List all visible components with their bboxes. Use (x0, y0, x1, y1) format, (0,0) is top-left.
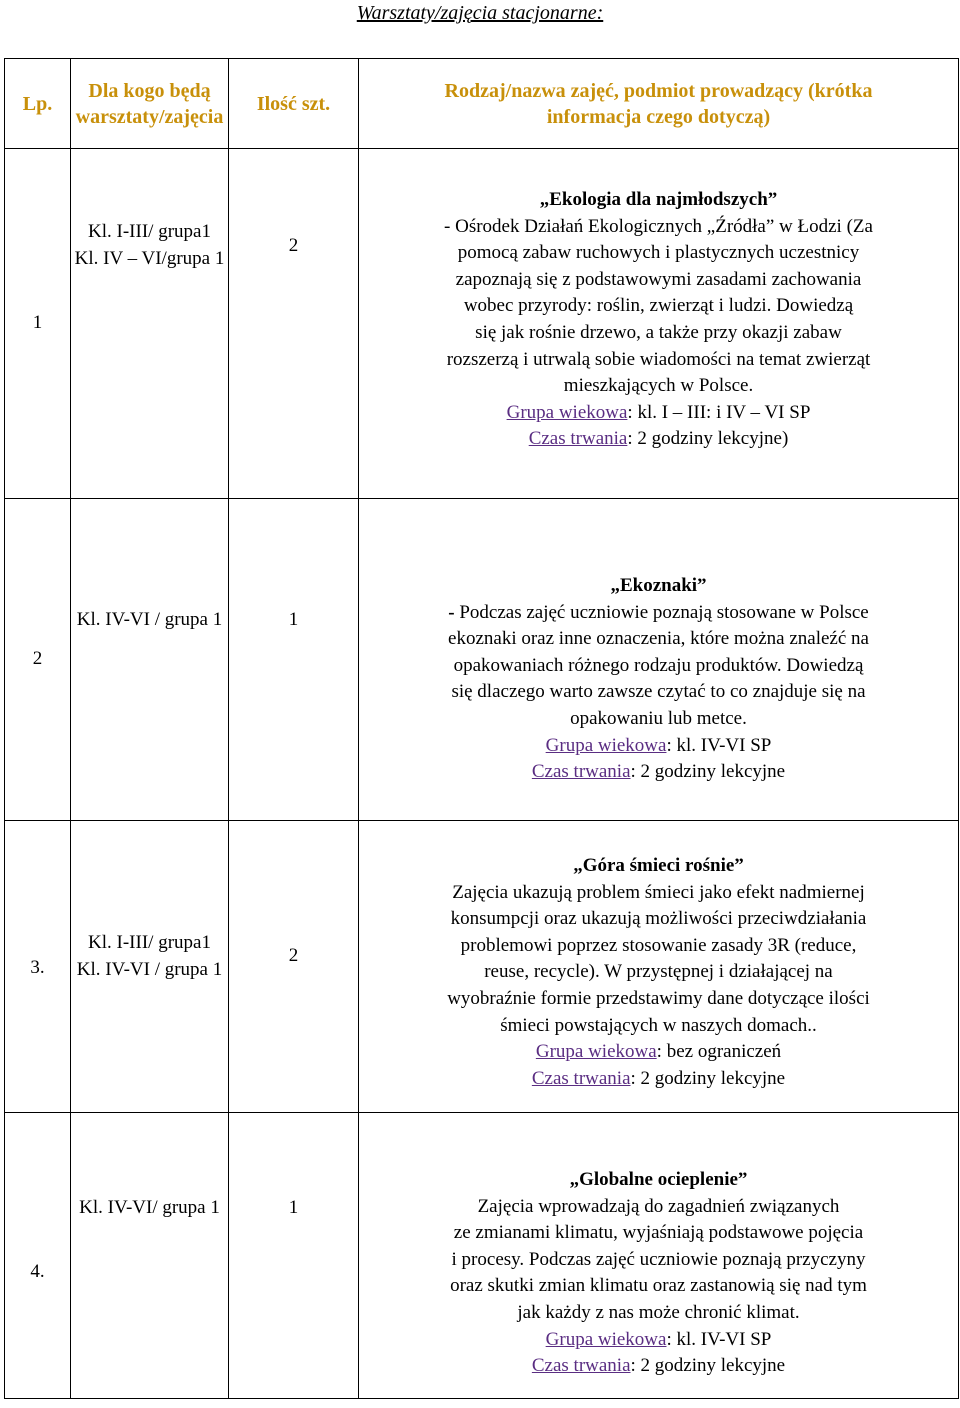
row-who-line: Kl. IV-VI / grupa 1 (76, 609, 223, 630)
row-qty-value: 2 (288, 945, 299, 966)
header-who-line1: Dla kogo będą (88, 79, 211, 102)
row-desc-line: problemowi poprzez stosowanie zasady 3R (reduce, (460, 934, 857, 956)
row-desc-line: wobec przyrody: roślin, zwierząt i ludzi. Dowiedzą (463, 295, 854, 317)
row-who (71, 499, 229, 821)
time-label: Czas trwania (528, 428, 628, 450)
page-title: Warsztaty/zajęcia stacjonarne: (356, 2, 604, 24)
row-desc-line: śmieci powstających w naszych domach.. (500, 1014, 817, 1036)
table-row (5, 149, 959, 499)
age-label: Grupa wiekowa (506, 401, 628, 423)
row-desc-line: Zajęcia ukazują problem śmieci jako efekt nadmiernej (452, 881, 865, 903)
row-lp (5, 499, 71, 821)
header-qty-label: Ilość szt. (256, 92, 331, 115)
header-lp-label: Lp. (22, 92, 53, 115)
row-desc-line: reuse, recycle). W przystępnej i działającej na (484, 961, 833, 983)
row-lp-value: 2 (32, 648, 43, 670)
row-qty (229, 149, 359, 499)
row-time-line (359, 426, 958, 453)
age-label: Grupa wiekowa (545, 1328, 667, 1350)
row-desc-line: i procesy. Podczas zajęć uczniowie poznają przyczyny (451, 1248, 866, 1270)
row-age-line (359, 1327, 958, 1354)
time-label: Czas trwania (531, 1355, 631, 1377)
age-label: Grupa wiekowa (545, 734, 667, 756)
row-desc-text: Podczas zajęć uczniowie poznają stosowane w Polsce (454, 601, 869, 623)
row-desc (359, 499, 959, 821)
row-desc-line: ze zmianami klimatu, wyjaśniają podstawowe pojęcia (453, 1222, 864, 1244)
row-desc-line: zapoznają się z podstawowymi zasadami zachowania (455, 268, 862, 290)
row-time-line (359, 1066, 958, 1093)
row-desc-line: - Ośrodek Działań Ekologicznych „Źródła” w Łodzi (Za (444, 215, 873, 237)
row-desc-line: się jak rośnie drzewo, a także przy okazji zabaw (475, 321, 842, 343)
header-desc (359, 59, 959, 149)
age-label: Grupa wiekowa (535, 1041, 657, 1063)
age-value: : kl. IV-VI SP (666, 734, 772, 756)
row-desc-line (359, 600, 958, 627)
row-who-line: Kl. I-III/ grupa1 (88, 932, 211, 953)
header-who (71, 59, 229, 149)
row-desc-line: mieszkających w Polsce. (563, 375, 754, 397)
time-value: : 2 godziny lekcyjne) (627, 428, 789, 450)
row-desc-line: oraz skutki zmian klimatu oraz zastanowią się nad tym (450, 1275, 867, 1297)
time-label: Czas trwania (531, 761, 631, 783)
row-age-line (359, 400, 958, 427)
row-who-line: Kl. IV – VI/grupa 1 (74, 247, 225, 269)
header-desc-line2: informacja czego dotyczą) (546, 105, 771, 128)
header-desc-line1: Rodzaj/nazwa zajęć, podmiot prowadzący (krótka (444, 79, 873, 102)
row-desc-line: Zajęcia wprowadzają do zagadnień związanych (477, 1195, 840, 1217)
row-desc-line: wyobraźnie formie przedstawimy dane dotyczące ilości (447, 987, 870, 1009)
row-qty-value: 1 (288, 1197, 299, 1218)
header-row (5, 59, 959, 149)
row-lp (5, 821, 71, 1113)
row-lp (5, 1113, 71, 1399)
row-qty (229, 821, 359, 1113)
row-desc-line: się dlaczego warto zawsze czytać to co znajduje się na (451, 681, 866, 703)
table-row (5, 1113, 959, 1399)
row-title: „Ekoznaki” (610, 575, 707, 596)
row-desc-line: pomocą zabaw ruchowych i plastycznych uczestnicy (457, 242, 860, 264)
row-qty (229, 499, 359, 821)
row-desc-line: jak każdy z nas może chronić klimat. (517, 1301, 800, 1323)
time-label: Czas trwania (531, 1067, 631, 1089)
row-title: „Ekologia dla najmłodszych” (539, 189, 778, 210)
row-age-line (359, 1039, 958, 1066)
row-title: „Góra śmieci rośnie” (573, 855, 744, 876)
row-qty-value: 1 (288, 609, 299, 630)
row-desc-line: rozszerzą i utrwalą sobie wiadomości na temat zwierząt (446, 348, 871, 370)
row-title: „Globalne ocieplenie” (569, 1169, 748, 1190)
row-who-line: Kl. IV-VI / grupa 1 (76, 958, 223, 980)
row-desc-line: konsumpcji oraz ukazują możliwości przeciwdziałania (450, 908, 867, 930)
row-desc-line: opakowaniach różnego rodzaju produktów. Dowiedzą (453, 654, 864, 676)
age-value: : kl. IV-VI SP (666, 1328, 772, 1350)
row-who (71, 149, 229, 499)
header-qty (229, 59, 359, 149)
time-value: : 2 godziny lekcyjne (630, 761, 786, 783)
age-value: : bez ograniczeń (656, 1041, 782, 1063)
row-lp-value: 4. (30, 1261, 45, 1282)
row-qty-value: 2 (288, 235, 299, 256)
row-time-line (359, 1353, 958, 1380)
row-who-line: Kl. IV-VI/ grupa 1 (79, 1197, 220, 1218)
row-desc-line: ekoznaki oraz inne oznaczenia, które można znaleźć na (448, 628, 869, 650)
row-age-line (359, 733, 958, 760)
row-time-line (359, 759, 958, 786)
row-desc (359, 1113, 959, 1399)
table-row (5, 499, 959, 821)
row-lp (5, 149, 71, 499)
row-who-line: Kl. I-III/ grupa1 (88, 221, 211, 242)
row-who (71, 1113, 229, 1399)
time-value: : 2 godziny lekcyjne (630, 1355, 786, 1377)
row-desc (359, 821, 959, 1113)
row-lp-value: 3. (30, 957, 45, 978)
age-value: : kl. I – III: i IV – VI SP (627, 401, 811, 423)
row-lp-value: 1 (32, 312, 43, 334)
workshops-table (4, 58, 959, 1399)
header-who-line2: warsztaty/zajęcia (75, 105, 224, 128)
row-who (71, 821, 229, 1113)
time-value: : 2 godziny lekcyjne (630, 1067, 786, 1089)
row-dash: - (448, 601, 455, 623)
header-lp (5, 59, 71, 149)
table-row (5, 821, 959, 1113)
row-desc (359, 149, 959, 499)
row-desc-line: opakowaniu lub metce. (570, 707, 747, 729)
row-qty (229, 1113, 359, 1399)
